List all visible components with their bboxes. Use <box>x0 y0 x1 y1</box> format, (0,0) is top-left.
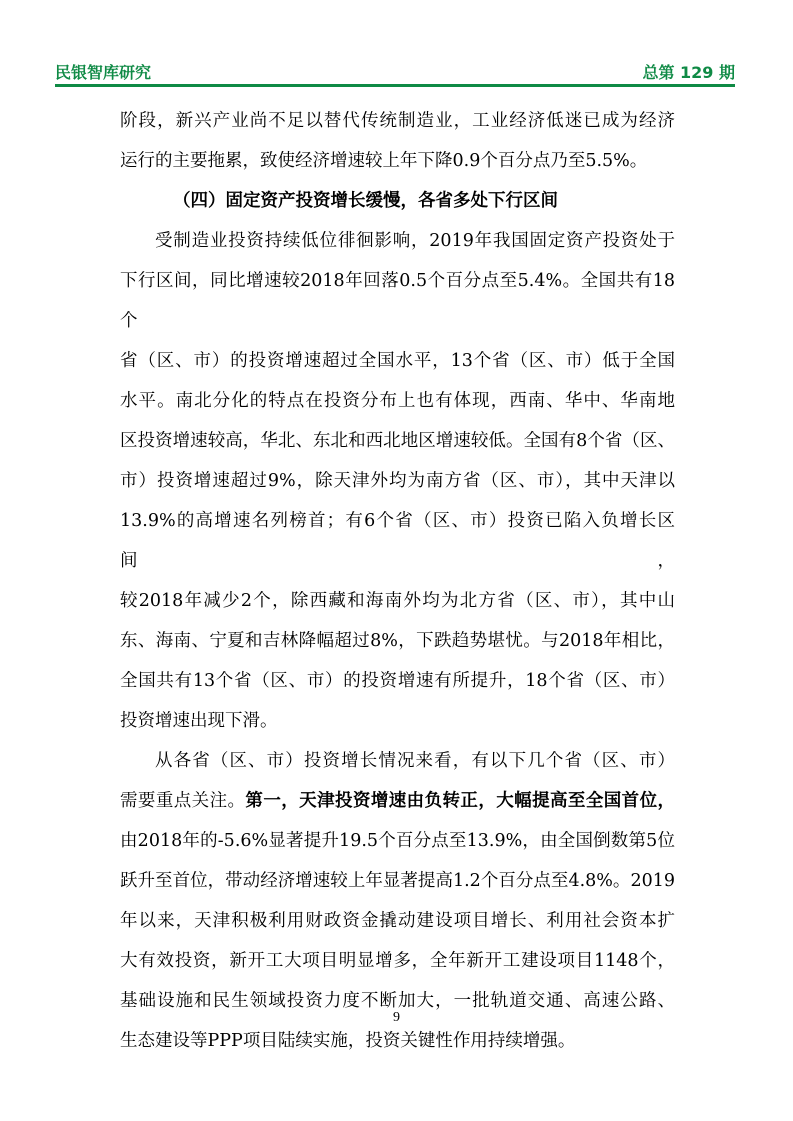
paragraph-line: 生态建设等PPP项目陆续实施，投资关键性作用持续增强。 <box>120 1031 576 1051</box>
paragraph-line: 区投资增速较高，华北、东北和西北地区增速较低。全国有8个省（区、 <box>120 431 675 451</box>
header-rule <box>55 84 735 87</box>
paragraph-line: 较2018年减少2个，除西藏和海南外均为北方省（区、市），其中山 <box>120 591 675 611</box>
paragraph-line: 下行区间，同比增速较2018年回落0.5个百分点至5.4%。全国共有18个 <box>120 271 675 331</box>
paragraph-line: 大有效投资，新开工大项目明显增多，全年新开工建设项目1148个， <box>120 951 675 971</box>
paragraph-line: 由2018年的-5.6%显著提升19.5个百分点至13.9%，由全国倒数第5位 <box>120 831 675 851</box>
paragraph-line: 东、海南、宁夏和吉林降幅超过8%，下跌趋势堪忧。与2018年相比， <box>120 631 675 651</box>
paragraph-line: 从各省（区、市）投资增长情况来看，有以下几个省（区、市） <box>155 751 675 771</box>
paragraph-line: 受制造业投资持续低位徘徊影响，2019年我国固定资产投资处于 <box>155 231 675 251</box>
paragraph-line: 全国共有13个省（区、市）的投资增速有所提升，18个省（区、市） <box>120 671 675 691</box>
document-body <box>120 101 675 1061</box>
page-number: 9 <box>393 1010 400 1025</box>
paragraph-text: 需要重点关注。 <box>120 791 246 811</box>
paragraph-line: 市）投资增速超过9%，除天津外均为南方省（区、市），其中天津以 <box>120 471 675 491</box>
paragraph-line: 投资增速出现下滑。 <box>120 711 278 731</box>
header-issue-number: 总第 129 期 <box>642 63 735 82</box>
bold-emphasis-text: 第一，天津投资增速由负转正，大幅提高至全国首位， <box>245 791 676 811</box>
paragraph-line: 跃升至首位，带动经济增速较上年显著提高1.2个百分点至4.8%。2019 <box>120 871 675 891</box>
paragraph-line: 省（区、市）的投资增速超过全国水平，13个省（区、市）低于全国 <box>120 351 675 371</box>
section-heading: （四）固定资产投资增长缓慢，各省多处下行区间 <box>173 191 558 211</box>
paragraph-line: 年以来，天津积极利用财政资金撬动建设项目增长、利用社会资本扩 <box>120 911 675 931</box>
paragraph-line: 基础设施和民生领域投资力度不断加大，一批轨道交通、高速公路、 <box>120 991 675 1011</box>
paragraph-line: 运行的主要拖累，致使经济增速较上年下降0.9个百分点乃至5.5%。 <box>120 151 648 171</box>
paragraph-line: 阶段，新兴产业尚不足以替代传统制造业，工业经济低迷已成为经济 <box>120 111 675 131</box>
header-publication-name: 民银智库研究 <box>55 63 152 82</box>
paragraph-line: 水平。南北分化的特点在投资分布上也有体现，西南、华中、华南地 <box>120 391 675 411</box>
paragraph-line <box>120 781 675 821</box>
paragraph-line: 13.9%的高增速名列榜首；有6个省（区、市）投资已陷入负增长区间， <box>120 511 675 571</box>
